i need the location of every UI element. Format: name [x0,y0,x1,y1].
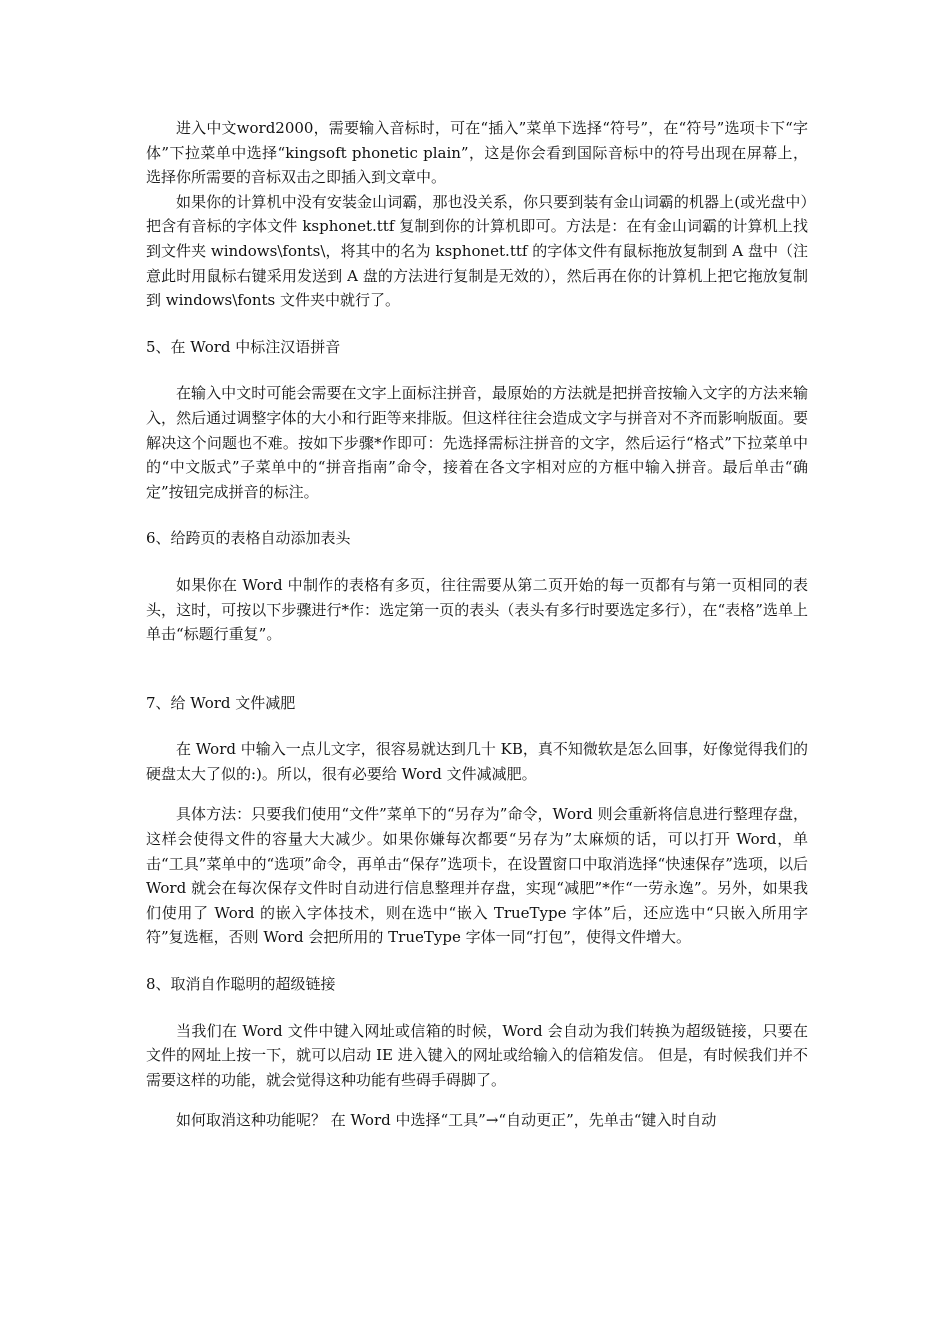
section-7-heading: 7、给 Word 文件减肥 [146,693,296,712]
document-page [146,116,808,1133]
section-5-heading: 5、在 Word 中标注汉语拼音 [146,337,341,356]
section-7-paragraph-1: 在 Word 中输入一点儿文字，很容易就达到几十 KB，真不知微软是怎么回事，好像觉得我们的硬盘太大了似的:)。所以，很有必要给 Word 文件减减肥。 [146,740,808,783]
section-8-paragraph-1: 当我们在 Word 文件中键入网址或信箱的时候，Word 会自动为我们转换为超级链接，只要在文件的网址上按一下，就可以启动 IE 进入键入的网址或给输入的信箱发信。 但是，有时候我们并不需要这样的功能，就会觉得这种功能有些碍手碍脚了。 [146,1021,808,1089]
section-7-paragraph-2: 具体方法：只要我们使用“文件”菜单下的“另存为”命令，Word 则会重新将信息进行整理存盘，这样会使得文件的容量大大减少。如果你嫌每次都要“另存为”太麻烦的话，可以打开 Word，单击“工具”菜单中的“选项”命令，再单击“保存”选项卡，在设置窗口中取消选择“快速保存”选项，以后 Word 就会在每次保存文件时自动进行信息整理并存盘，实现“减肥”*作“一劳永逸”。另外，如果我们使用了 Word 的嵌入字体技术，则在选中“嵌入 TrueType 字体”后，还应选中“只嵌入所用字符”复选框，否则 Word 会把所用的 TrueType 字体一同“打包”，使得文件增大。 [146,805,808,947]
section-8-heading: 8、取消自作聪明的超级链接 [146,975,336,994]
section-5-paragraph-1: 在输入中文时可能会需要在文字上面标注拼音，最原始的方法就是把拼音按输入文字的方法来输入，然后通过调整字体的大小和行距等来排版。但这样往往会造成文字与拼音对不齐而影响版面。要解决这个问题也不难。按如下步骤*作即可：先选择需标注拼音的文字，然后运行“格式”下拉菜单中的“中文版式”子菜单中的“拼音指南”命令，接着在各文字相对应的方框中输入拼音。最后单击“确定”按钮完成拼音的标注。 [146,384,808,501]
intro-paragraph-2: 如果你的计算机中没有安装金山词霸，那也没关系，你只要到装有金山词霸的机器上(或光盘中）把含有音标的字体文件 ksphonet.ttf 复制到你的计算机即可。方法是：在有金山词霸的计算机上找到文件夹 windows\fonts\，将其中的名为 ksphonet.ttf 的字体文件有鼠标拖放复制到 A 盘中（注意此时用鼠标右键采用发送到 A 盘的方法进行复制是无效的），然后再在你的计算机上把它拖放复制到 windows\fonts 文件夹中就行了。 [146,192,808,310]
section-6-heading: 6、给跨页的表格自动添加表头 [146,529,351,548]
intro-paragraph-1: 进入中文word2000，需要输入音标时，可在“插入”菜单下选择“符号”，在“符号”选项卡下“字体”下拉菜单中选择“kingsoft phonetic plain”，这是你会看到国际音标中的符号出现在屏幕上，选择你所需要的音标双击之即插入到文章中。 [146,119,808,187]
section-8-paragraph-2: 如何取消这种功能呢？ 在 Word 中选择“工具”→“自动更正”，先单击“键入时自动 [176,1111,717,1130]
section-6-paragraph-1: 如果你在 Word 中制作的表格有多页，往往需要从第二页开始的每一页都有与第一页相同的表头，这时，可按以下步骤进行*作：选定第一页的表头（表头有多行时要选定多行），在“表格”选单上单击“标题行重复”。 [146,575,808,644]
